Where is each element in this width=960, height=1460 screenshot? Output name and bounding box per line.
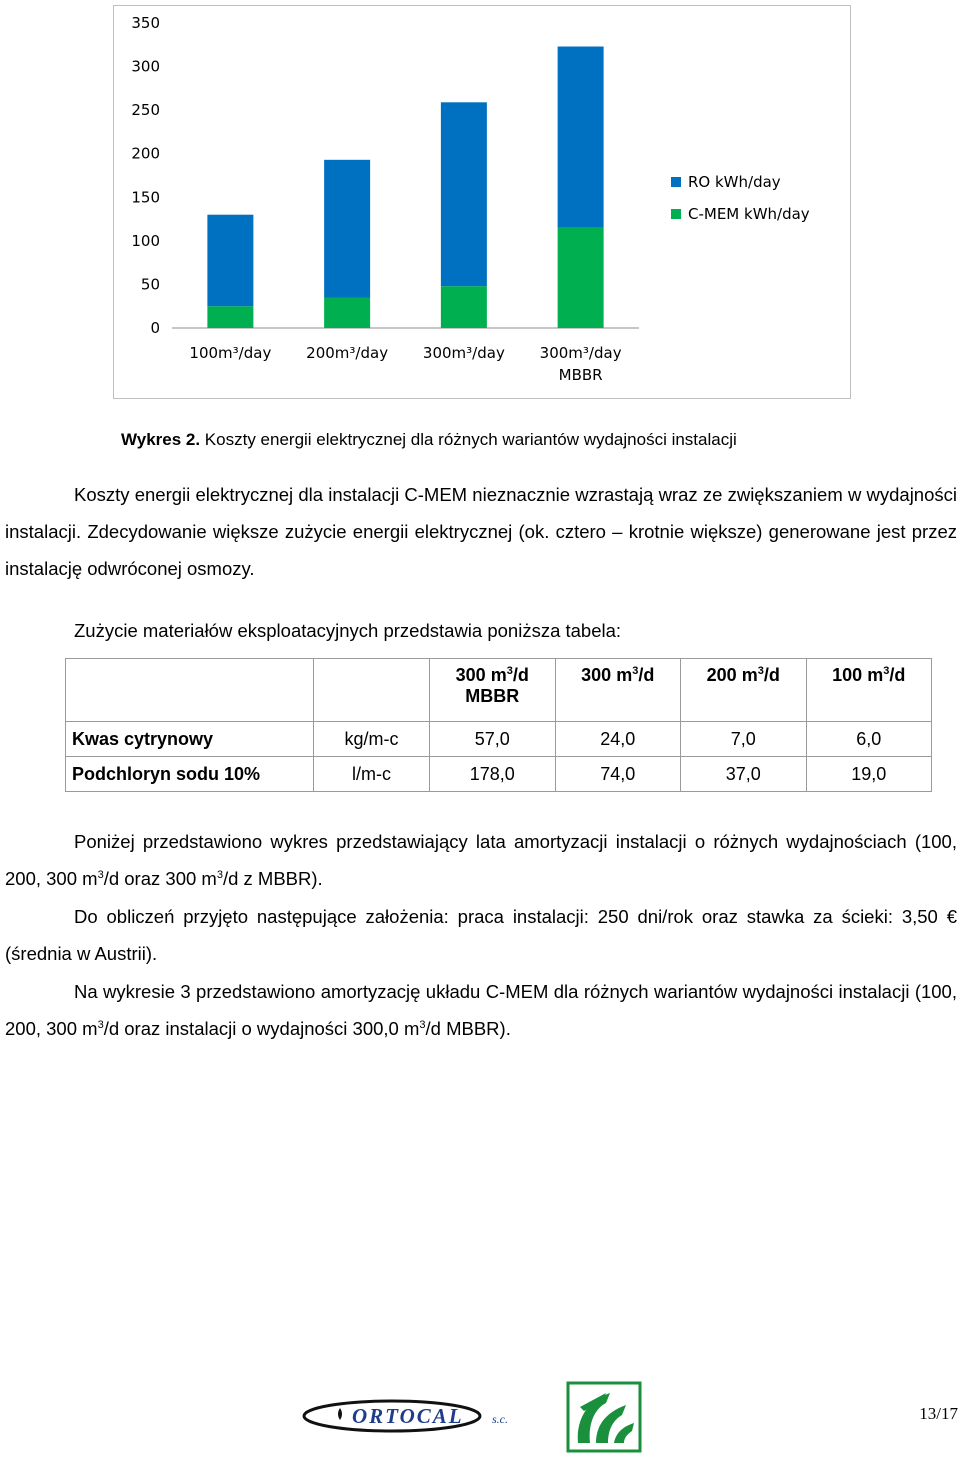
y-tick-label: 50 [140,275,160,294]
logo-text: ORTOCAL [352,1404,464,1428]
paragraph-assumptions: Do obliczeń przyjęto następujące założenia: praca instalacji: 250 dni/rok oraz stawka za ścieki: 3,50 € (średnia w Austrii). [5,906,957,964]
materials-table [65,658,932,792]
x-tick-label: 200m³/day [306,344,389,362]
table-row-unit: l/m-c [314,757,430,792]
table-cell: 57,0 [430,722,556,757]
bar-segment [207,215,253,307]
y-tick-label: 200 [131,144,160,163]
paragraph-amortization-intro: Poniżej przedstawiono wykres przedstawiający lata amortyzacji instalacji o różnych wydajnościach (100, 200, 300 $m^3/d$ oraz 300 $m^3/d$ z MBBR). [5,831,957,889]
y-tick-label: 350 [131,14,160,32]
y-tick-label: 300 [131,57,160,76]
y-tick-label: 0 [150,319,160,337]
legend-swatch [671,177,681,187]
table-cell: 19,0 [806,757,932,792]
table-cell: 7,0 [681,722,807,757]
table-row [66,757,932,792]
paragraph-energy-costs: Koszty energii elektrycznej dla instalacji C-MEM nieznacznie wzrastają wraz ze zwiększaniem w wydajności instalacji. Zdecydowanie większe zużycie energii elektrycznej (ok. cztero – krotnie większe) generowane jest przez instalację odwróconej osmozy. [5,484,957,579]
table-header-unit [314,659,430,722]
legend-label: C-MEM kWh/day [688,205,810,223]
table-cell: 37,0 [681,757,807,792]
drop-icon [338,1408,342,1420]
ortocal-logo [300,1392,525,1438]
bar-segment [324,160,370,298]
y-tick-label: 100 [131,231,160,250]
bar-segment [441,286,487,328]
table-header-row [66,659,932,722]
table-header-empty [66,659,314,722]
bar-segment [207,306,253,328]
table-header-col: 300 $m^3/d$ [555,659,681,722]
table-row [66,722,932,757]
caption-text: Koszty energii elektrycznej dla różnych wariantów wydajności instalacji [200,430,737,449]
legend-swatch [671,209,681,219]
page-number: 13/17 [919,1404,958,1423]
table-row-label: Podchloryn sodu 10% [66,757,314,792]
table-row-unit: kg/m-c [314,722,430,757]
energy-chart-svg [114,6,850,398]
company-emblem [566,1381,642,1453]
table-header-col: 100 $m^3/d$ [806,659,932,722]
legend-label: RO kWh/day [688,173,781,191]
table-cell: 74,0 [555,757,681,792]
y-tick-label: 250 [131,101,160,120]
paragraph-materials-lead: Zużycie materiałów eksploatacyjnych przedstawia poniższa tabela: [74,620,622,641]
paragraph-chart3-intro: Na wykresie 3 przedstawiono amortyzację układu C-MEM dla różnych wariantów wydajności instalacji (100, 200, 300 $m^3/d$ oraz instalacji o wydajności 300,0 $m^3/d$ MBBR). [5,981,957,1039]
table-cell: 24,0 [555,722,681,757]
bar-segment [324,298,370,329]
logo-suffix: s.c. [492,1412,508,1426]
x-tick-label: 100m³/day [189,344,272,362]
x-tick-label: 300m³/day [539,344,622,362]
table-row-label: Kwas cytrynowy [66,722,314,757]
bar-segment [558,47,604,228]
y-tick-label: 150 [131,188,160,207]
bar-segment [558,228,604,328]
x-tick-label: 300m³/day [422,344,505,362]
table-cell: 6,0 [806,722,932,757]
caption-label: Wykres 2. [121,430,201,449]
x-tick-label: MBBR [558,366,603,384]
table-header-col: 200 $m^3/d$ [681,659,807,722]
energy-chart [113,5,851,399]
chart-caption [121,430,737,450]
table-header-col: 300 $m^3/d$ MBBR [430,659,556,722]
table-cell: 178,0 [430,757,556,792]
bar-segment [441,102,487,286]
